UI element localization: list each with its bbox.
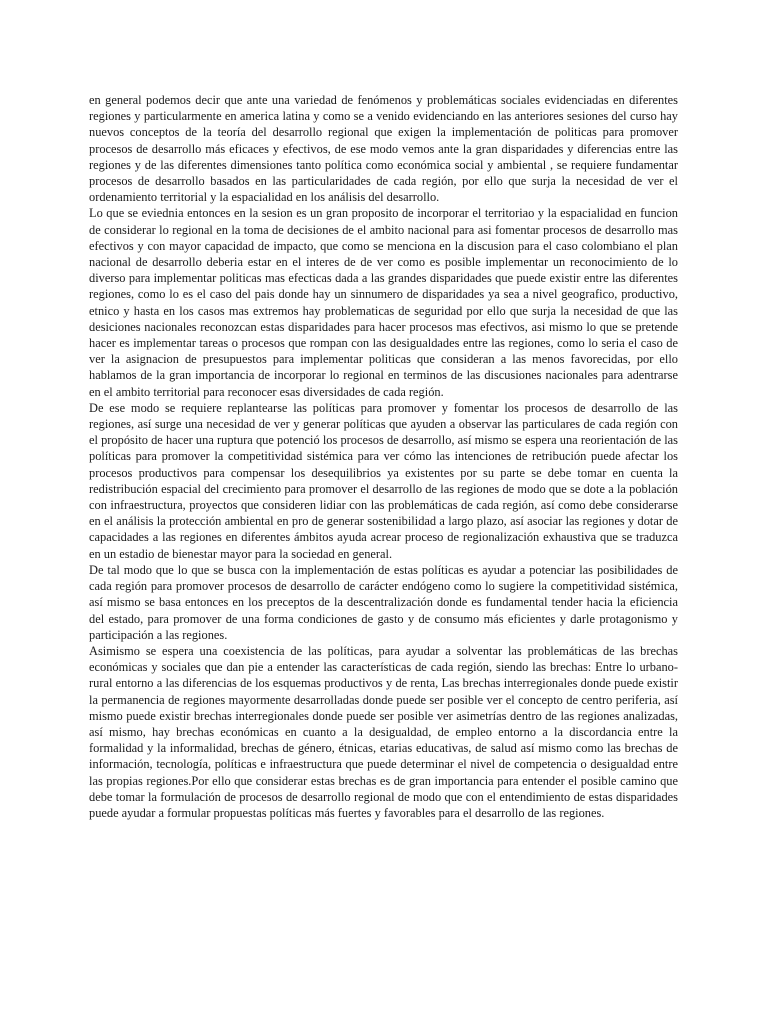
paragraph-5: Asimismo se espera una coexistencia de las políticas, para ayudar a solventar las problemáticas de las brechas económicas y sociales que dan pie a entender las características de cada región, siendo las brechas: Entre lo urbano-rural entorno a las diferencias de los esquemas productivos y de renta, Las brechas interregionales donde puede existir la permanencia de regiones mayormente desarrolladas donde puede ser posible ver el concepto de centro periferia, así mismo puede existir brechas interregionales donde puede ser posible ver asimetrías dentro de las regiones analizadas, así mismo, hay brechas económicas en cuanto a la desigualdad, de empleo entorno a la discordancia entre la formalidad y la informalidad, brechas de género, étnicas, etarias educativas, de salud así mismo como las brechas de información, tecnología, políticas e infraestructura que puede determinar el nivel de competencia o desigualdad entre las propias regiones.Por ello que considerar estas brechas es de gran importancia para entender el posible camino que debe tomar la formulación de procesos de desarrollo regional de modo que con el entendimiento de estas disparidades puede ayudar a formular propuestas políticas más fuertes y favorables para el desarrollo de las regiones. <box>89 643 678 820</box>
paragraph-1: en general podemos decir que ante una variedad de fenómenos y problemáticas sociales evidenciadas en diferentes regiones y particularmente en america latina y como se a venido evidenciando en las anteriores sesiones del curso hay nuevos conceptos de la teoría del desarrollo regional que exigen la implementación de politicas para promover procesos de desarrollo más eficaces y efectivos, de ese modo vemos ante la gran disparidades y diferencias entre las regiones y de las diferentes dimensiones tanto política como económica social y ambiental , se requiere fundamentar procesos de desarrollo basados en las particularidades de cada región, por ello que surja la necesidad de ver el ordenamiento territorial y la espacialidad en los análisis del desarrollo. <box>89 93 678 205</box>
paragraph-2: Lo que se eviednia entonces en la sesion es un gran proposito de incorporar el territoriao y la espacialidad en funcion de considerar lo regional en la toma de decisiones de el ambito nacional para asi fomentar procesos de desarrollo mas efectivos y con mayor capacidad de impacto, que como se menciona en la discusion para el caso colombiano el plan nacional de desarrollo deberia estar en el interes de de ver como es posible implementar un reconocimiento de lo diverso para implementar politicas mas efecticas dada a las grandes disparidades que puede existir entre las diferentes regiones, como lo es el caso del pais donde hay un sinnumero de disparidades ya sea a nivel geografico, productivo, etnico y hasta en los casos mas extremos hay problematicas de seguridad por ello que surja la necesidad de que las desiciones nacionales reconozcan estas disparidades para hacer procesos mas efectivos, asi mismo lo que se pretende hacer es implementar tareas o procesos que rompan con las desigualdades entre las regiones, como lo seria el caso de ver la asignacion de presupuestos para implementar politicas que consideran a las menos favorecidas, por ello hablamos de la gran importancia de incorporar lo regional en terminos de las discusiones nacionales para adentrarse en el ambito territorial para reconocer esas diversidades de cada región. <box>89 206 678 399</box>
paragraph-4: De tal modo que lo que se busca con la implementación de estas políticas es ayudar a potenciar las posibilidades de cada región para promover procesos de desarrollo de carácter endógeno como lo sugiere la competitividad sistémica, así mismo se basa entonces en los preceptos de la descentralización donde es fundamental tender hacia la eficiencia del estado, para promover de una forma condiciones de gasto y de consumo más eficientes y darle protagonismo y participación a las regiones. <box>89 562 678 642</box>
paragraph-3: De ese modo se requiere replantearse las políticas para promover y fomentar los procesos de desarrollo de las regiones, así surge una necesidad de ver y generar políticas que ayuden a observar las particulares de cada región con el propósito de hacer una ruptura que potenció los procesos de desarrollo, así mismo se espera una reorientación de las políticas para promover la competitividad sistémica para ver cómo las intenciones de retribución puede afectar los procesos productivos para compensar los desequilibrios ya existentes por su parte se debe tomar en cuenta la redistribución espacial del crecimiento para promover el desarrollo de las regiones de modo que se dote a la población con infraestructura, proyectos que consideren lidiar con las problemáticas de cada región, así como debe considerarse en el análisis la protección ambiental en pro de generar sostenibilidad a largo plazo, así asociar las regiones y dotar de capacidades a las regiones en diferentes ámbitos ayuda acrear proceso de regionalización exhaustiva que se traduzca en un estadio de bienestar mayor para la sociedad en general. <box>89 400 678 561</box>
document-page <box>89 92 678 821</box>
